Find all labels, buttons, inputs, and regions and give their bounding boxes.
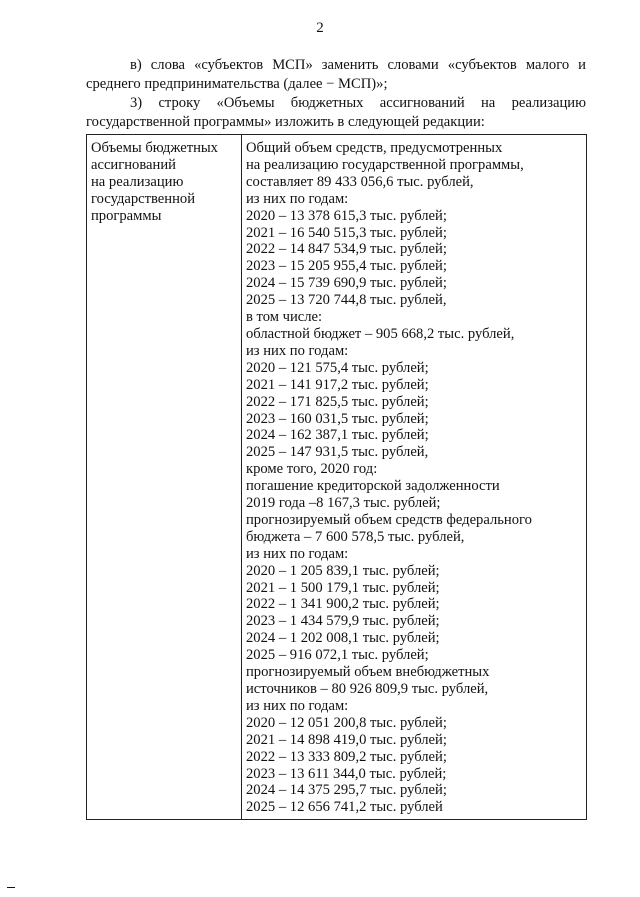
value-line: 2022 – 1 341 900,2 тыс. рублей; <box>246 596 440 613</box>
value-line: 2022 – 13 333 809,2 тыс. рублей; <box>246 748 447 765</box>
value-line: 2023 – 13 611 344,0 тыс. рублей; <box>246 765 447 782</box>
value-line: из них по годам: <box>246 545 349 562</box>
value-line: Общий объем средств, предусмотренных <box>246 140 503 156</box>
value-line: кроме того, 2020 год: <box>246 461 378 478</box>
value-line: областной бюджет – 905 668,2 тыс. рублей, <box>246 325 515 342</box>
value-line: 2025 – 12 656 741,2 тыс. рублей <box>246 799 443 816</box>
value-line: 2024 – 162 387,1 тыс. рублей; <box>246 427 429 444</box>
value-line: 2024 – 14 375 295,7 тыс. рублей; <box>246 782 447 799</box>
value-line: из них по годам: <box>246 697 349 714</box>
value-line: 2019 года –8 167,3 тыс. рублей; <box>246 495 441 512</box>
value-line: прогнозируемый объем средств федерального <box>246 511 532 528</box>
value-line: 2023 – 160 031,5 тыс. рублей; <box>246 410 429 427</box>
value-line: 2020 – 1 205 839,1 тыс. рублей; <box>246 562 440 579</box>
value-line: прогнозируемый объем внебюджетных <box>246 664 490 681</box>
value-line: 2021 – 16 540 515,3 тыс. рублей; <box>246 224 447 241</box>
value-line: 2023 – 15 205 955,4 тыс. рублей; <box>246 258 447 275</box>
value-line: 2020 – 12 051 200,8 тыс. рублей; <box>246 714 447 731</box>
value-line: 2021 – 141 917,2 тыс. рублей; <box>246 376 429 393</box>
value-line: 2022 – 14 847 534,9 тыс. рублей; <box>246 241 447 258</box>
value-line: из них по годам: <box>246 190 349 207</box>
value-line: 2021 – 14 898 419,0 тыс. рублей; <box>246 731 447 748</box>
intro-text <box>86 56 586 132</box>
budget-table <box>86 134 587 820</box>
table-row <box>87 135 587 820</box>
value-line: на реализацию государственной программы, <box>246 156 524 173</box>
value-line: погашение кредиторской задолженности <box>246 478 500 495</box>
value-line: 2025 – 916 072,1 тыс. рублей; <box>246 647 429 664</box>
value-line: 2025 – 13 720 744,8 тыс. рублей, <box>246 292 447 309</box>
value-line: 2025 – 147 931,5 тыс. рублей, <box>246 444 429 461</box>
value-line: источников – 80 926 809,9 тыс. рублей, <box>246 681 489 697</box>
intro-paragraph: 3) строку «Объемы бюджетных ассигнований на реализацию государственной программы» изложить в следующей редакции: <box>86 95 586 130</box>
label-line: государственной <box>91 190 196 207</box>
value-line: 2020 – 121 575,4 тыс. рублей; <box>246 359 429 376</box>
value-line: 2024 – 1 202 008,1 тыс. рублей; <box>246 630 440 647</box>
value-line: в том числе: <box>246 309 323 326</box>
label-line: ассигнований <box>91 156 176 173</box>
footer-mark <box>7 887 15 888</box>
intro-paragraph: в) слова «субъектов МСП» заменить словами «субъектов малого и среднего предпринимательства (далее − МСП)»; <box>86 57 586 92</box>
label-line: на реализацию <box>91 173 184 190</box>
value-line: 2021 – 1 500 179,1 тыс. рублей; <box>246 579 440 596</box>
table-label-cell <box>87 135 242 820</box>
value-line: из них по годам: <box>246 342 349 359</box>
value-line: 2024 – 15 739 690,9 тыс. рублей; <box>246 275 447 292</box>
label-line: Объемы бюджетных <box>91 140 218 156</box>
value-line: 2023 – 1 434 579,9 тыс. рублей; <box>246 613 440 630</box>
value-line: бюджета – 7 600 578,5 тыс. рублей, <box>246 528 465 545</box>
table-value-cell <box>242 135 587 820</box>
value-line: 2020 – 13 378 615,3 тыс. рублей; <box>246 207 447 224</box>
page-number: 2 <box>316 20 324 36</box>
value-line: составляет 89 433 056,6 тыс. рублей, <box>246 173 474 190</box>
label-line: программы <box>91 207 162 224</box>
value-line: 2022 – 171 825,5 тыс. рублей; <box>246 393 429 410</box>
